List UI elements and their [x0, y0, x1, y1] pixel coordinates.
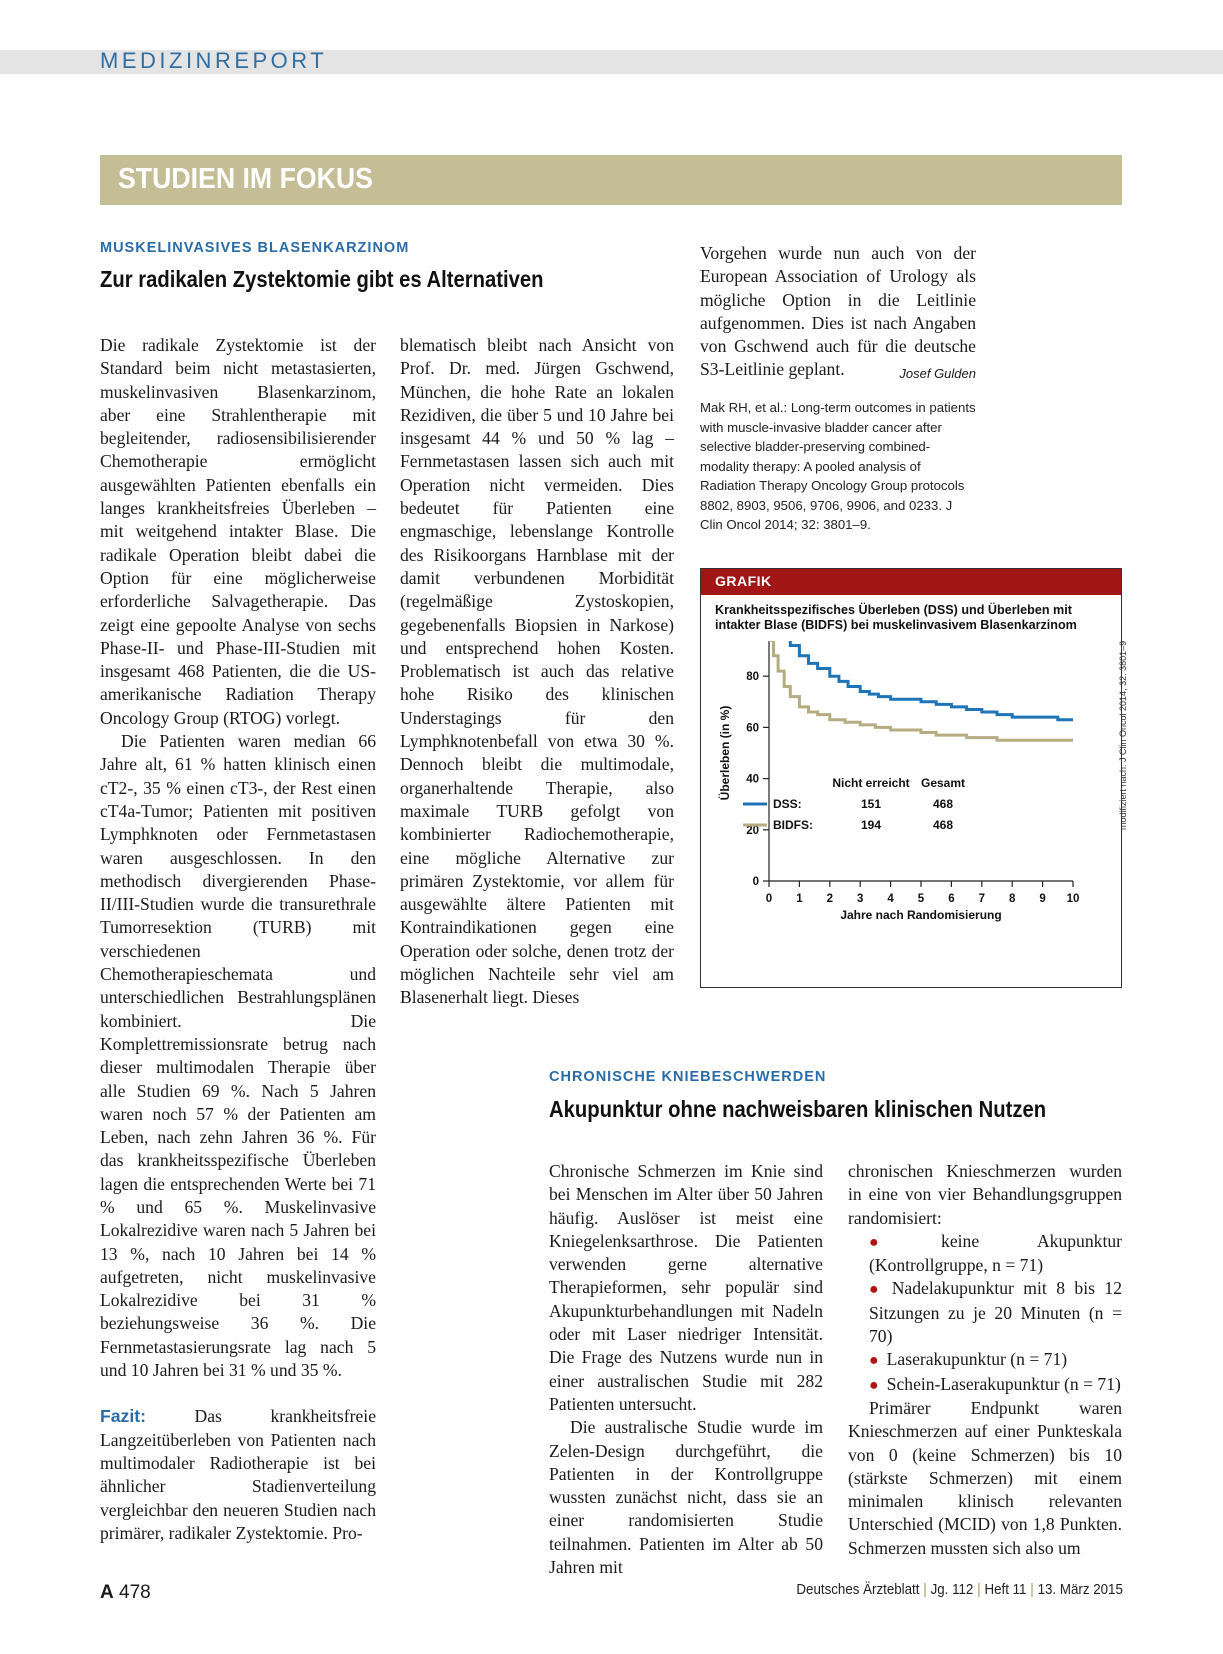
chart-header	[701, 569, 1121, 595]
article1-column-2-text: blematisch bleibt nach Ansicht von Prof. Dr. med. Jürgen Gschwend, München, die hohe Rate an lokalen Rezidiven, die über 5 und 10 Jahre bei insgesamt 44 % und 50 % lag – Fernmetastasen lassen sich auch mit Operation nicht vermeiden. Dies bedeutet für Patienten eine engmaschige, lebenslange Kontrolle des Risikoorgans Harnblase mit der damit verbundenen Morbidität (regelmäßige Zystoskopien, gegebenenfalls Biopsien in Narkose) und entsprechend hohen Kosten. Problematisch ist auch das relative hohe Risiko des klinischen Understagings für den Lymphknotenbefall von etwa 30 %. Dennoch bleibt die multimodale, organerhaltende Therapie, also maximale TURB gefolgt von kombinierter Radiochemotherapie, eine mögliche Alternative zur primären Zystektomie, vor allem für ausgewählte ältere Patienten mit Kontraindikationen gegen eine Operation oder solche, denen trotz der möglichen Nachteile sehr viel am Blasenerhalt liegt. Dieses	[400, 335, 674, 1008]
bullet-icon: ●	[869, 1233, 934, 1251]
article1-kicker: MUSKELINVASIVES BLASENKARZINOM	[100, 240, 410, 256]
x-tick-label: 0	[765, 893, 773, 905]
x-tick-label: 1	[796, 893, 803, 905]
article1-paragraph-2: Die Patienten waren median 66 Jahre alt, 61 % hatten klinisch einen cT2-, 35 % einen cT3-, der Rest einen cT4a-Tumor; Patienten mit positiven Lymphknoten oder Fernmetastasen waren ausgeschlossen. In den methodisch divergierenden Phase-II/III-Studien wurde die transurethrale Tumorresektion (TURB) mit verschiedenen Chemotherapieschemata und unterschiedlichen Bestrahlungsplänen kombiniert. Die Komplettremissionsrate betrug nach dieser multimodalen Therapie über alle Studien 69 %. Nach 5 Jahren waren noch 57 % der Patienten am Leben, nach zehn Jahren 36 %. Für das krankheitsspezifische Überleben lagen die entsprechenden Werte bei 71 % und 65 %. Muskelinvasive Lokalrezidive waren nach 5 Jahren bei 13 %, nach 10 Jahren bei 14 % aufgetreten, nicht muskelinvasive Lokalrezidive bei 31 % beziehungsweise 36 %. Die Fernmetastasierungsrate lag nach 5 und 10 Jahren bei 31 % und 35 %.	[100, 731, 376, 1381]
group-list	[848, 1230, 1122, 1397]
chart-credit: modifiziert nach: J Clin Oncol 2014; 32: 3801–9	[1118, 640, 1128, 830]
journal-info: Deutsches Ärzteblatt | Jg. 112 | Heft 11 | 13. März 2015	[796, 1582, 1123, 1598]
article1-closing-text: Vorgehen wurde nun auch von der European Association of Urology als mögliche Option in die Leitlinie aufgenommen. Dies ist nach Angaben von Gschwend auch für die deutsche S3-Leitlinie geplant.	[700, 243, 976, 380]
page-number-value: 478	[119, 1582, 151, 1603]
rubric-label: MEDIZINREPORT	[100, 48, 328, 73]
group-list-text: keine Akupunktur (Kontrollgruppe, n = 71)	[869, 1230, 1122, 1276]
article1-column-3-text	[700, 242, 976, 382]
legend-value: 151	[860, 797, 882, 811]
fazit-text: Das krankheitsfreie Langzeitüberleben von Patienten nach multimodaler Radiotherapie ist bei ähnlicher Stadienverteilung vergleichbar den neueren Studien nach primärer, radikaler Zystektomie. Pro-	[100, 1406, 376, 1543]
chart-title: Krankheitsspezifisches Überleben (DSS) und Überleben mit intakter Blase (BIDFS) bei muskelinvasivem Blasenkarzinom	[715, 603, 1077, 632]
article1-reference: Mak RH, et al.: Long-term outcomes in patients with muscle-invasive bladder cancer after selective bladder-preserving combined-modality therapy: A pooled analysis of Radiation Therapy Oncology Group protocols 8802, 8903, 9506, 9706, 9906, and 0233. J Clin Oncol 2014; 32: 3801–9.	[700, 400, 976, 532]
fazit-label: Fazit:	[100, 1406, 146, 1427]
group-list-item	[848, 1348, 1122, 1372]
journal-volume: Jg. 112	[930, 1582, 974, 1598]
group-list-text: Schein-Laserakupunktur (n = 71)	[886, 1373, 1121, 1394]
group-list-text: Nadelakupunktur mit 8 bis 12 Sitzungen zu je 20 Minuten (n = 70)	[869, 1278, 1123, 1347]
article2-column-1	[549, 1160, 823, 1579]
x-tick-label: 7	[978, 893, 986, 905]
article2-headline: Akupunktur ohne nachweisbaren klinischen Nutzen	[549, 1096, 1047, 1122]
survival-chart	[701, 641, 1121, 971]
page-number	[100, 1582, 151, 1604]
section-title: STUDIEN IM FOKUS	[118, 163, 373, 195]
legend-entry: DSS:	[773, 797, 802, 811]
series-line	[769, 641, 1073, 740]
journal-name: Deutsches Ärzteblatt	[796, 1582, 920, 1598]
legend-entry: BIDFS:	[773, 818, 813, 832]
x-tick-label: 6	[948, 893, 955, 905]
bullet-icon: ●	[869, 1376, 879, 1394]
article1-column-2	[400, 334, 674, 1010]
article2-column-2	[848, 1160, 1122, 1560]
article1-column-1	[100, 334, 376, 1545]
y-tick-label: 20	[746, 824, 759, 837]
y-tick-label: 80	[746, 671, 759, 684]
article2-paragraph-2: Die australische Studie wurde im Zelen-Design durchgeführt, die Patienten in der Kontrollgruppe wussten zunächst nicht, dass sie an einer randomisierten Studie teilnahmen. Patienten im Alter ab 50 Jahren mit	[549, 1417, 823, 1578]
legend-value: 468	[932, 797, 954, 811]
article2-kicker: CHRONISCHE KNIEBESCHWERDEN	[549, 1069, 827, 1085]
x-tick-label: 4	[887, 893, 894, 905]
article1-fazit	[100, 1405, 376, 1545]
page-prefix: A	[100, 1582, 114, 1603]
x-axis-label: Jahre nach Randomisierung	[840, 908, 1002, 922]
article2-column-2-paragraph: Primärer Endpunkt waren Knieschmerzen auf einer Punkteskala von 0 (keine Schmerzen) bis 10 (stärkste Schmerzen) mit einem minimalen klinisch relevanten Unterschied (MCID) von 1,8 Punkten. Schmerzen mussten sich also um	[848, 1397, 1122, 1558]
journal-date: 13. März 2015	[1037, 1582, 1123, 1598]
legend-header: Nicht erreicht	[832, 776, 910, 790]
x-tick-label: 10	[1066, 893, 1080, 905]
chart-label: GRAFIK	[715, 573, 772, 589]
y-tick-label: 0	[752, 876, 759, 888]
x-tick-label: 5	[917, 893, 925, 905]
article1-paragraph-1: Die radikale Zystektomie ist der Standard beim nicht metastasierten, muskelinvasiven Blasenkarzinom, aber eine Strahlentherapie mit begleitender, radiosensibilisierender Chemotherapie ermöglicht ausgewählten Patienten ebenfalls ein langes krankheitsfreies Überleben – mit weitgehend intakter Blase. Die radikale Operation bleibt dabei die Option für eine möglicherweise erforderliche Salvagetherapie. Das zeigt eine gepoolte Analyse von sechs Phase-II- und Phase-III-Studien mit insgesamt 468 Patienten, die die US-amerikanische Radiation Therapy Oncology Group (RTOG) vorlegt.	[100, 335, 376, 728]
bullet-icon: ●	[869, 1352, 879, 1370]
x-tick-label: 8	[1008, 893, 1016, 905]
group-list-item	[848, 1230, 1122, 1278]
y-axis-label: Überleben (in %)	[718, 705, 732, 801]
x-tick-label: 2	[826, 893, 834, 905]
article2-column-2-intro: chronischen Knieschmerzen wurden in eine von vier Behandlungsgruppen randomisiert:	[848, 1161, 1122, 1228]
series-line	[769, 641, 1073, 720]
chart-box	[700, 568, 1122, 988]
legend-value: 468	[932, 818, 954, 832]
legend-value: 194	[860, 818, 882, 832]
article1-column-3	[700, 242, 976, 386]
journal-issue: Heft 11	[984, 1582, 1027, 1598]
section-band	[100, 155, 1122, 205]
bullet-icon: ●	[869, 1281, 884, 1299]
y-tick-label: 60	[746, 722, 759, 735]
x-tick-label: 3	[856, 893, 864, 905]
y-tick-label: 40	[746, 773, 759, 786]
group-list-item	[848, 1277, 1122, 1348]
article1-headline: Zur radikalen Zystektomie gibt es Alternativen	[100, 266, 544, 292]
group-list-text: Laserakupunktur (n = 71)	[886, 1349, 1068, 1370]
group-list-item	[848, 1373, 1122, 1397]
author-name: Josef Gulden	[899, 366, 976, 382]
x-tick-label: 9	[1039, 893, 1046, 905]
article2-paragraph-1: Chronische Schmerzen im Knie sind bei Menschen im Alter über 50 Jahren häufig. Auslöser ist meist eine Kniegelenksarthrose. Die Patienten verwenden gerne alternative Therapieformen, sehr populär sind Akupunkturbehandlungen mit Nadeln oder mit Laser niedriger Intensität. Die Frage des Nutzens wurde nun in einer australischen Studie mit 282 Patienten untersucht.	[549, 1161, 823, 1414]
legend-header: Gesamt	[920, 776, 966, 790]
